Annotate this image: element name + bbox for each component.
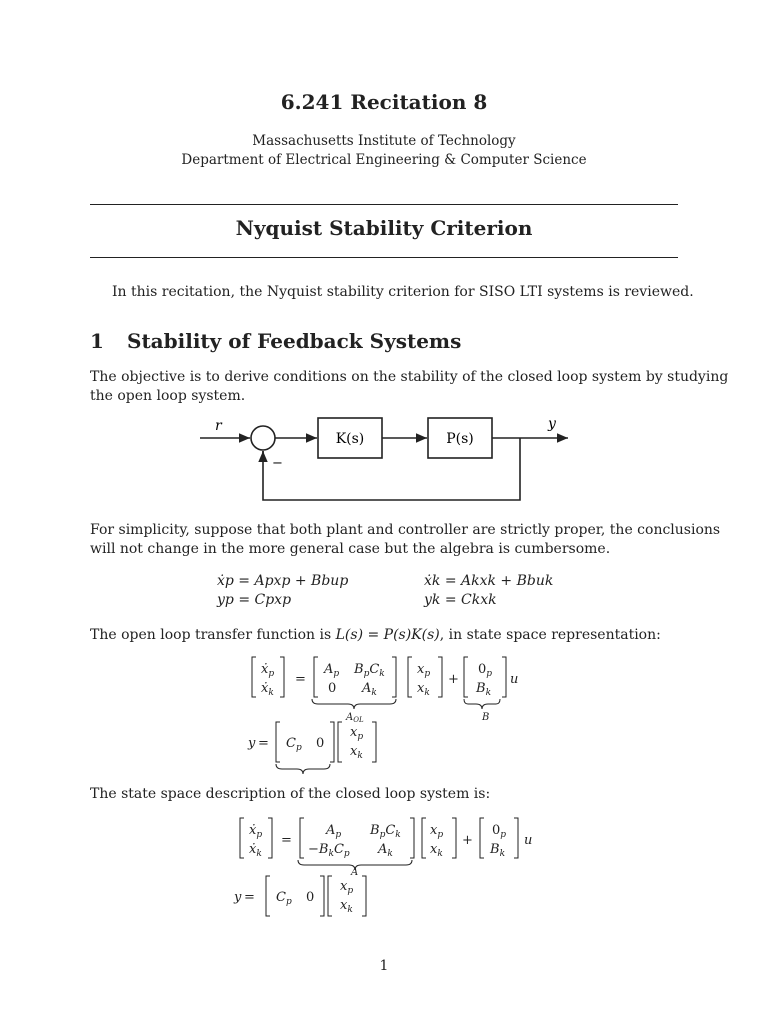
institution: Massachusetts Institute of Technology bbox=[252, 133, 516, 149]
svg-text:xp: $x_p$ bbox=[340, 879, 354, 896]
svg-text:ẋk: ẋ$_k$ bbox=[249, 842, 262, 859]
output-label: y bbox=[548, 416, 556, 432]
svg-text:AOL: $A_{OL}$ bbox=[346, 712, 364, 724]
document-title: 6.241 Recitation 8 bbox=[280, 90, 488, 114]
svg-text:xp: $x_p$ bbox=[350, 725, 364, 742]
svg-text:y: y bbox=[234, 890, 242, 905]
intro-paragraph: In this recitation, the Nyquist stability criterion for SISO LTI systems is reviewed. bbox=[112, 284, 694, 300]
svg-text:+: + bbox=[462, 833, 473, 848]
svg-text:Cp: $C_p$ bbox=[286, 736, 302, 753]
department: Department of Electrical Engineering & Computer Science bbox=[181, 152, 587, 168]
svg-text:+: + bbox=[448, 672, 459, 687]
top-rule bbox=[90, 204, 678, 205]
open-loop-tf: L(s) = P(s)K(s) bbox=[335, 627, 440, 643]
svg-text:ẋp: ẋ$_p$ bbox=[249, 823, 263, 840]
open-loop-state-space bbox=[240, 652, 540, 777]
topic-title: Nyquist Stability Criterion bbox=[235, 216, 533, 240]
svg-text:0: 0 bbox=[306, 890, 315, 905]
paragraph-line: For simplicity, suppose that both plant and controller are strictly proper, the conclusions bbox=[90, 522, 721, 538]
paragraph-line: The state space description of the closed loop system is: bbox=[90, 786, 491, 802]
svg-text:Bk: $B_k$ bbox=[476, 681, 492, 698]
svg-text:A: A bbox=[351, 867, 359, 878]
svg-text:xk: $x_k$ bbox=[430, 842, 443, 859]
svg-text:Ap: $A_p$ bbox=[326, 823, 342, 840]
svg-text:B: B bbox=[482, 712, 490, 723]
paragraph-line: The objective is to derive conditions on the stability of the closed loop system by studying bbox=[90, 369, 729, 385]
equation-controller-output: yk = Ckxk bbox=[424, 592, 497, 608]
feedback-block-diagram bbox=[190, 410, 590, 510]
closed-loop-state-space bbox=[230, 814, 550, 924]
svg-text:Ap: $A_p$ bbox=[324, 662, 340, 679]
paragraph-line: will not change in the more general case but the algebra is cumbersome. bbox=[90, 541, 611, 557]
svg-text:Ak: $A_k$ bbox=[362, 681, 377, 698]
svg-text:BpCk: $B_pC_k$ bbox=[370, 823, 401, 840]
svg-text:0p: $0_p$ bbox=[478, 662, 493, 679]
svg-text:BpCk: $B_pC_k$ bbox=[354, 662, 385, 679]
input-label: r bbox=[215, 418, 222, 434]
svg-text:0p: $0_p$ bbox=[492, 823, 507, 840]
controller-label: K(s) bbox=[335, 431, 365, 447]
svg-text:u: u bbox=[524, 833, 533, 848]
svg-text:xk: $x_k$ bbox=[417, 681, 430, 698]
plant-label: P(s) bbox=[446, 431, 474, 447]
svg-text:−BkCp: $-B_kC_p$ bbox=[308, 842, 350, 859]
section-number: 1 bbox=[90, 329, 104, 353]
svg-text:=: = bbox=[258, 736, 269, 751]
text: , in state space representation: bbox=[439, 627, 661, 643]
svg-text:=: = bbox=[295, 672, 306, 687]
equation-plant-output: yp = Cpxp bbox=[217, 592, 292, 608]
svg-text:xk: $x_k$ bbox=[350, 744, 363, 761]
svg-text:u: u bbox=[510, 672, 519, 687]
svg-text:0: 0 bbox=[316, 736, 325, 751]
summing-junction bbox=[251, 426, 275, 450]
svg-text:xp: $x_p$ bbox=[417, 662, 431, 679]
svg-text:ẋk: ẋ$_k$ bbox=[261, 681, 274, 698]
svg-text:Cp: $C_p$ bbox=[276, 890, 292, 907]
svg-text:y: y bbox=[248, 736, 256, 751]
svg-text:Bk: $B_k$ bbox=[490, 842, 506, 859]
svg-text:=: = bbox=[281, 833, 292, 848]
equation-controller-state: ẋk = Akxk + Bbuk bbox=[424, 573, 554, 589]
text: The open loop transfer function is bbox=[90, 627, 332, 643]
svg-text:ẋp: ẋ$_p$ bbox=[261, 662, 275, 679]
svg-text:Ak: $A_k$ bbox=[378, 842, 393, 859]
bottom-rule bbox=[90, 257, 678, 258]
page-number: 1 bbox=[379, 958, 389, 974]
svg-text:xk: $x_k$ bbox=[340, 898, 353, 915]
equation-plant-state: ẋp = Apxp + Bbup bbox=[217, 573, 349, 589]
svg-text:0: 0 bbox=[328, 681, 337, 696]
svg-text:xp: $x_p$ bbox=[430, 823, 444, 840]
minus-sign: − bbox=[272, 456, 283, 471]
paragraph-open-loop bbox=[90, 626, 661, 645]
svg-text:=: = bbox=[244, 890, 255, 905]
paragraph-line: the open loop system. bbox=[90, 388, 246, 404]
section-title: Stability of Feedback Systems bbox=[127, 329, 462, 353]
